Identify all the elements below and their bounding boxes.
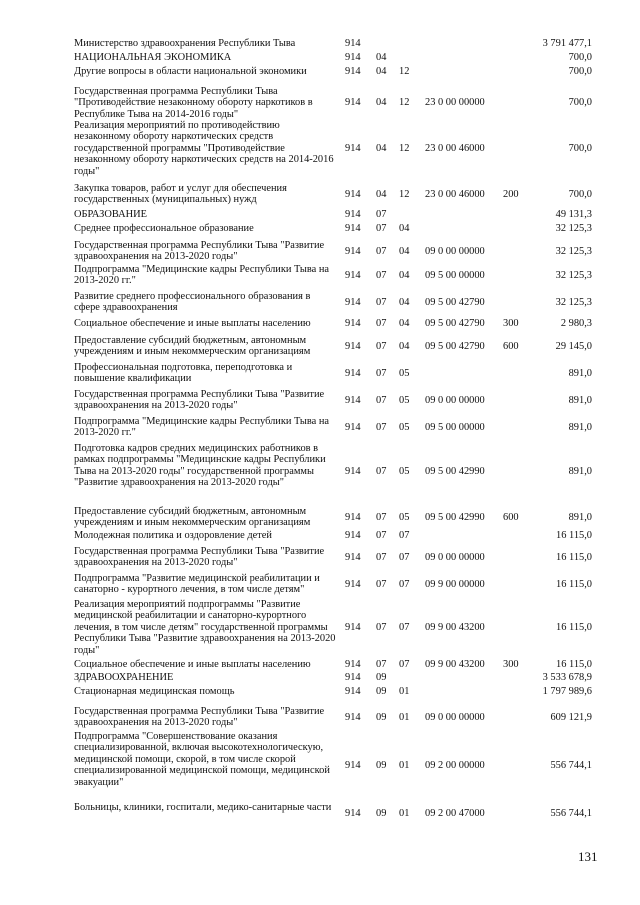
cell-ved: 914 [345,52,361,63]
table-row [0,120,640,177]
cell-ved: 914 [345,318,361,329]
cell-rz: 04 [376,52,387,63]
cell-pr: 05 [399,394,410,406]
cell-cs: 09 5 00 42790 [425,318,485,329]
cell-rz: 09 [376,672,387,683]
row-name: Подготовка кадров средних медицинских работников в рамках подпрограммы "Медицинские кадры Республики Тыва на 2013-2020 годы" государственной программы "Развитие здравоохранения на 2013-2020 годы" [74,443,326,489]
table-row [0,52,640,63]
cell-rz: 07 [376,367,387,379]
table-row [0,362,640,385]
cell-cs: 09 5 00 42790 [425,340,485,352]
cell-ved: 914 [345,188,361,200]
cell-pr: 05 [399,465,410,477]
cell-ved: 914 [345,97,361,109]
cell-rz: 09 [376,807,387,819]
cell-cs: 09 5 00 00000 [425,269,485,281]
row-name: Подпрограмма "Совершенствование оказания специализированной, включая высокотехнологическую, медицинской помощи, скорой, в том числе скорой специализированной медицинской помощи, медицинской эвакуации" [74,731,330,788]
table-row [0,672,640,683]
cell-cs: 09 5 00 42990 [425,465,485,477]
cell-ved: 914 [345,511,361,523]
table-row [0,659,640,670]
cell-sum: 3 791 477,1 [542,38,592,49]
cell-pr: 04 [399,340,410,352]
row-name: Государственная программа Республики Тыва "Развитие здравоохранения на 2013-2020 годы" [74,546,325,569]
row-name: Стационарная медицинская помощь [74,686,235,697]
cell-cs: 09 9 00 43200 [425,659,485,670]
table-row [0,546,640,569]
table-row [0,264,640,287]
row-name: Социальное обеспечение и иные выплаты населению [74,659,311,670]
cell-ved: 914 [345,659,361,670]
row-name: ОБРАЗОВАНИЕ [74,209,148,220]
cell-ved: 914 [345,807,361,819]
cell-rz: 07 [376,621,387,633]
cell-rz: 07 [376,245,387,257]
cell-ved: 914 [345,340,361,352]
cell-pr: 12 [399,66,410,77]
cell-sum: 16 115,0 [556,551,592,563]
cell-rz: 09 [376,759,387,771]
table-row [0,86,640,120]
cell-pr: 04 [399,223,410,234]
cell-cs: 09 2 00 47000 [425,807,485,819]
table-row [0,506,640,529]
cell-cs: 09 5 00 00000 [425,421,485,433]
table-row [0,38,640,49]
cell-rz: 07 [376,340,387,352]
cell-ved: 914 [345,530,361,541]
cell-ved: 914 [345,421,361,433]
row-name: Предоставление субсидий бюджетным, автономным учреждениям и иным некоммерческим организациям [74,335,311,358]
cell-sum: 891,0 [568,367,592,379]
table-row [0,66,640,77]
row-name: Государственная программа Республики Тыва "Развитие здравоохранения на 2013-2020 годы" [74,389,325,412]
cell-pr: 04 [399,318,410,329]
table-row [0,731,640,799]
cell-cs: 23 0 00 46000 [425,142,485,154]
cell-sum: 16 115,0 [556,659,592,670]
row-name: Закупка товаров, работ и услуг для обеспечения государственных (муниципальных) нужд [74,183,287,206]
table-row [0,240,640,263]
cell-ved: 914 [345,551,361,563]
row-name: Государственная программа Республики Тыва "Развитие здравоохранения на 2013-2020 годы" [74,240,325,263]
row-name: Другие вопросы в области национальной экономики [74,66,307,77]
table-row [0,291,640,314]
cell-ved: 914 [345,621,361,633]
cell-rz: 07 [376,318,387,329]
cell-pr: 12 [399,188,410,200]
row-name: Предоставление субсидий бюджетным, автономным учреждениям и иным некоммерческим организациям [74,506,311,529]
cell-cs: 23 0 00 46000 [425,188,485,200]
row-name: Подпрограмма "Медицинские кадры Республики Тыва на 2013-2020 гг." [74,264,330,287]
cell-sum: 32 125,3 [555,296,592,308]
table-row [0,335,640,358]
cell-rz: 07 [376,223,387,234]
cell-pr: 05 [399,511,410,523]
cell-sum: 700,0 [568,188,592,200]
cell-pr: 05 [399,421,410,433]
cell-cs: 09 0 00 00000 [425,551,485,563]
row-name: Среднее профессиональное образование [74,223,254,234]
cell-rz: 07 [376,269,387,281]
cell-rz: 04 [376,142,387,154]
cell-cs: 09 0 00 00000 [425,245,485,257]
cell-rz: 04 [376,188,387,200]
cell-rz: 07 [376,511,387,523]
cell-pr: 01 [399,807,410,819]
cell-sum: 891,0 [568,394,592,406]
page-number: 131 [578,849,598,864]
cell-pr: 01 [399,759,410,771]
table-row [0,706,640,729]
cell-pr: 07 [399,659,410,670]
cell-pr: 04 [399,269,410,281]
cell-vr: 600 [503,340,519,352]
table-row [0,223,640,234]
cell-pr: 07 [399,551,410,563]
cell-sum: 891,0 [568,421,592,433]
row-name: НАЦИОНАЛЬНАЯ ЭКОНОМИКА [74,52,232,63]
cell-cs: 09 0 00 00000 [425,711,485,723]
cell-sum: 16 115,0 [556,530,592,541]
cell-vr: 300 [503,659,519,670]
table-row [0,599,640,656]
cell-sum: 1 797 989,6 [542,686,592,697]
cell-ved: 914 [345,142,361,154]
cell-rz: 07 [376,659,387,670]
cell-sum: 609 121,9 [550,711,592,723]
cell-ved: 914 [345,38,361,49]
cell-rz: 07 [376,296,387,308]
cell-sum: 891,0 [568,465,592,477]
cell-ved: 914 [345,269,361,281]
cell-sum: 2 980,3 [560,318,592,329]
cell-cs: 09 5 00 42990 [425,511,485,523]
cell-rz: 07 [376,578,387,590]
cell-rz: 07 [376,465,387,477]
row-name: Подпрограмма "Медицинские кадры Республики Тыва на 2013-2020 гг." [74,416,330,439]
cell-pr: 04 [399,296,410,308]
cell-ved: 914 [345,672,361,683]
cell-ved: 914 [345,245,361,257]
table-row [0,686,640,697]
cell-sum: 29 145,0 [555,340,592,352]
table-row [0,802,640,825]
cell-sum: 556 744,1 [550,807,592,819]
cell-sum: 700,0 [568,142,592,154]
cell-sum: 891,0 [568,511,592,523]
table-row [0,183,640,206]
cell-rz: 07 [376,421,387,433]
cell-rz: 04 [376,66,387,77]
row-name: Развитие среднего профессионального образования в сфере здравоохранения [74,291,311,314]
cell-sum: 32 125,3 [555,223,592,234]
cell-sum: 700,0 [568,66,592,77]
cell-cs: 09 9 00 00000 [425,578,485,590]
cell-pr: 12 [399,97,410,109]
cell-rz: 07 [376,551,387,563]
cell-cs: 09 0 00 00000 [425,394,485,406]
cell-cs: 09 2 00 00000 [425,759,485,771]
row-name: Больницы, клиники, госпитали, медико-санитарные части [74,802,332,813]
cell-pr: 12 [399,142,410,154]
row-name: Министерство здравоохранения Республики Тыва [74,38,296,49]
row-name: Реализация мероприятий по противодействию незаконному обороту наркотических средств государственной программы "Противодействие незаконному обороту наркотических средств на 2014-2016 годы" [74,120,334,177]
table-row [0,416,640,439]
cell-cs: 09 5 00 42790 [425,296,485,308]
cell-rz: 09 [376,711,387,723]
table-row [0,389,640,412]
cell-rz: 09 [376,686,387,697]
cell-pr: 07 [399,530,410,541]
cell-sum: 16 115,0 [556,578,592,590]
row-name: Реализация мероприятий подпрограммы "Развитие медицинской реабилитации и санаторно-курортного лечения, в том числе детям" государственной программы Республики Тыва "Развитие здравоохранения на 2013-2020 годы" [74,599,336,656]
cell-ved: 914 [345,296,361,308]
cell-rz: 07 [376,209,387,220]
cell-rz: 07 [376,394,387,406]
cell-sum: 32 125,3 [555,269,592,281]
cell-pr: 01 [399,711,410,723]
cell-cs: 09 9 00 43200 [425,621,485,633]
cell-pr: 07 [399,578,410,590]
table-row [0,573,640,596]
cell-sum: 700,0 [568,97,592,109]
cell-pr: 01 [399,686,410,697]
cell-vr: 300 [503,318,519,329]
table-row [0,318,640,329]
cell-ved: 914 [345,578,361,590]
cell-ved: 914 [345,66,361,77]
row-name: Подпрограмма "Развитие медицинской реабилитации и санаторно - курортного лечения, в том числе детям" [74,573,320,596]
cell-sum: 49 131,3 [555,209,592,220]
cell-pr: 05 [399,367,410,379]
row-name: Профессиональная подготовка, переподготовка и повышение квалификации [74,362,293,385]
cell-pr: 07 [399,621,410,633]
cell-ved: 914 [345,223,361,234]
cell-ved: 914 [345,465,361,477]
cell-sum: 700,0 [568,52,592,63]
row-name: Государственная программа Республики Тыва "Развитие здравоохранения на 2013-2020 годы" [74,706,325,729]
cell-sum: 556 744,1 [550,759,592,771]
cell-ved: 914 [345,711,361,723]
row-name: ЗДРАВООХРАНЕНИЕ [74,672,174,683]
row-name: Молодежная политика и оздоровление детей [74,530,272,541]
cell-sum: 32 125,3 [555,245,592,257]
cell-ved: 914 [345,367,361,379]
table-row [0,530,640,541]
cell-cs: 23 0 00 00000 [425,97,485,109]
row-name: Социальное обеспечение и иные выплаты населению [74,318,311,329]
cell-vr: 200 [503,188,519,200]
cell-vr: 600 [503,511,519,523]
row-name: Государственная программа Республики Тыва "Противодействие незаконному обороту наркотиков в Республике Тыва на 2014-2016 годы" [74,86,313,120]
cell-sum: 16 115,0 [556,621,592,633]
cell-rz: 07 [376,530,387,541]
cell-sum: 3 533 678,9 [542,672,592,683]
cell-ved: 914 [345,686,361,697]
cell-ved: 914 [345,209,361,220]
cell-ved: 914 [345,394,361,406]
cell-rz: 04 [376,97,387,109]
cell-ved: 914 [345,759,361,771]
table-row [0,209,640,220]
table-row [0,443,640,500]
cell-pr: 04 [399,245,410,257]
